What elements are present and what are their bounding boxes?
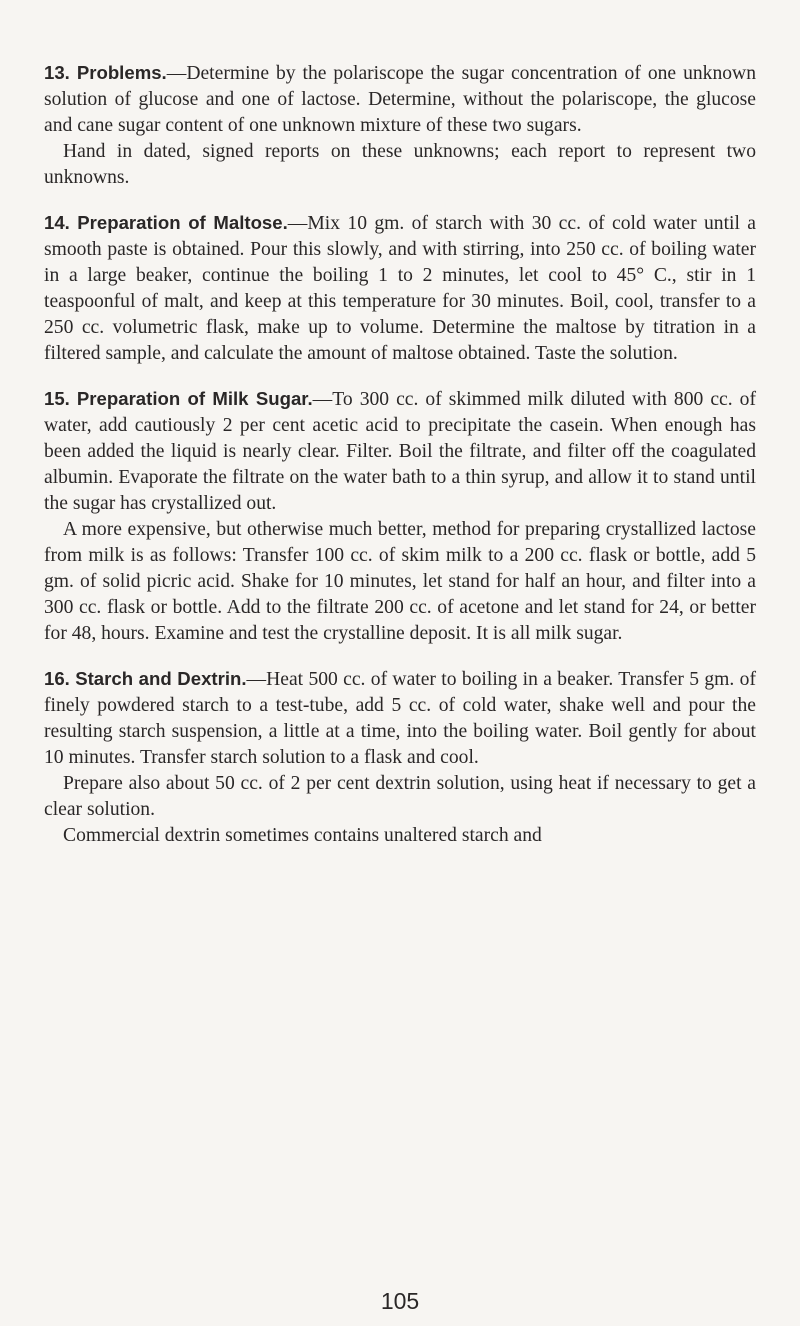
section-16-paragraph-3: Commercial dextrin sometimes contains unaltered starch and — [63, 825, 542, 846]
section-heading: Problems. — [76, 62, 167, 83]
section-14-paragraph-1 — [44, 210, 756, 367]
paragraph-text: —To 300 cc. of skimmed milk diluted with 800 cc. of water, add cautiously 2 per cent acetic acid to precipitate the casein. When enough has been added the liquid is nearly clear. Filter. Boil the filtrate, and filter off the coagulated albumin. Evaporate the filtrate on the water bath to a thin syrup, and allow it to stand until the sugar has crystallized out. — [44, 389, 756, 514]
section-13 — [44, 60, 756, 191]
section-15 — [44, 386, 756, 647]
section-14 — [44, 210, 756, 367]
section-16-paragraph-2: Prepare also about 50 cc. of 2 per cent dextrin solution, using heat if necessary to get a clear solution. — [44, 773, 756, 820]
section-heading: Preparation of Milk Sugar. — [76, 388, 313, 409]
section-16-paragraph-1 — [44, 666, 756, 771]
paragraph-text: —Mix 10 gm. of starch with 30 cc. of cold water until a smooth paste is obtained. Pour this slowly, and with stirring, into 250 cc. of boiling water in a large beaker, continue the boiling 1 to 2 minutes, let cool to 45° C., stir in 1 teaspoonful of malt, and keep at this temperature for 30 minutes. Boil, cool, transfer to a 250 cc. volumetric flask, make up to volume. Determine the maltose by titration in a filtered sample, and calculate the amount of maltose obtained. Taste the solution. — [44, 213, 756, 364]
section-13-paragraph-2: Hand in dated, signed reports on these unknowns; each report to represent two unknowns. — [44, 141, 756, 188]
section-15-paragraph-1 — [44, 386, 756, 517]
section-number: 15. — [44, 388, 70, 409]
section-16 — [44, 666, 756, 849]
section-heading: Starch and Dextrin. — [75, 668, 247, 689]
section-number: 16. — [44, 668, 70, 689]
section-15-paragraph-2: A more expensive, but otherwise much better, method for preparing crystallized lactose from milk is as follows: Transfer 100 cc. of skim milk to a 200 cc. flask or bottle, add 5 gm. of solid picric acid. Shake for 10 minutes, let stand for half an hour, and filter into a 300 cc. flask or bottle. Add to the filtrate 200 cc. of acetone and let stand for 24, or better for 48, hours. Examine and test the crystalline deposit. It is all milk sugar. — [44, 519, 756, 644]
page-number: 105 — [380, 1288, 420, 1314]
section-number: 14. — [44, 212, 70, 233]
paragraph-text: —Determine by the polariscope the sugar concentration of one unknown solution of glucose and one of lactose. Determine, without the polariscope, the glucose and cane sugar content of one unknown mixture of these two sugars. — [44, 63, 757, 136]
section-heading: Preparation of Maltose. — [77, 212, 288, 233]
section-number: 13. — [44, 62, 70, 83]
section-13-paragraph-1 — [44, 60, 756, 139]
paragraph-text: —Heat 500 cc. of water to boiling in a beaker. Transfer 5 gm. of finely powdered starch to a test-tube, add 5 cc. of cold water, shake well and pour the resulting starch suspension, a little at a time, into the boiling water. Boil gently for about 10 minutes. Transfer starch solution to a flask and cool. — [44, 669, 756, 768]
